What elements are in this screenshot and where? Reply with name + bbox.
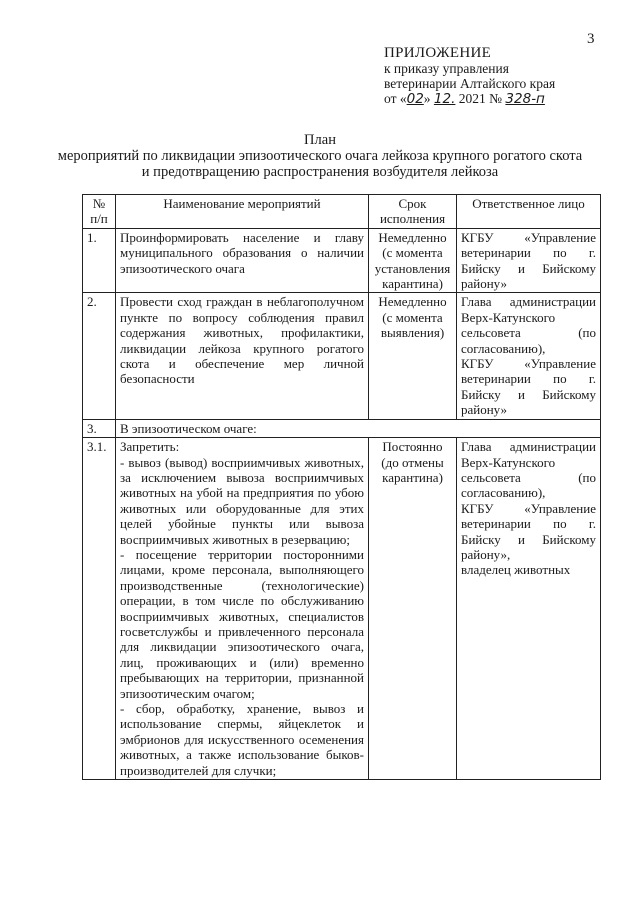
row-num: 2. [83, 293, 116, 419]
date-mid: » [423, 91, 434, 106]
table-row [83, 438, 601, 780]
plan-title [40, 132, 600, 180]
table-row [83, 293, 601, 419]
row-name: Проинформировать население и главу муниципального образования о наличии эпизоотического очага [116, 228, 369, 293]
row-responsible: КГБУ «Управление ветеринарии по г. Бийску и Бийскому району» [457, 228, 601, 293]
title-line-3: и предотвращению распространения возбудителя лейкоза [141, 164, 499, 180]
appendix-line-2: ветеринарии Алтайского края [384, 76, 556, 91]
date-prefix: от « [384, 91, 407, 106]
appendix-date-line [384, 91, 555, 107]
table-header-row [83, 195, 601, 229]
title-line-1: План [304, 132, 336, 148]
header-name: Наименование мероприятий [116, 195, 369, 229]
row-num: 3.1. [83, 438, 116, 780]
table-section-row [83, 419, 601, 437]
handwritten-day: 02 [406, 91, 424, 107]
handwritten-month: 12. [433, 91, 456, 107]
appendix-title: ПРИЛОЖЕНИЕ [384, 45, 492, 61]
row-name: Провести сход граждан в неблагополучном пункте по вопросу соблюдения правил содержания животных, профилактики, ликвидации лейкоза крупного рогатого скота и обеспечение мер личной безопасности [116, 293, 369, 419]
title-line-2: мероприятий по ликвидации эпизоотического очага лейкоза крупного рогатого скота [57, 148, 583, 164]
measures-table [82, 194, 601, 780]
appendix-header [384, 46, 555, 107]
row-responsible: Глава администрации Верх-Катунского сельсовета (по согласованию), КГБУ «Управление ветеринарии по г. Бийску и Бийскому району» [457, 293, 601, 419]
header-responsible: Ответственное лицо [457, 195, 601, 229]
row-term: Немедленно (с момента установления карантина) [369, 228, 457, 293]
row-num: 3. [83, 419, 116, 437]
page-number: 3 [587, 31, 595, 47]
row-name: Запретить: - вывоз (вывод) восприимчивых животных, за исключением вывоза восприимчивых животных на убой на предприятия по убою животных или оборудованные для этих целей убойные пункты или вывоза восприимчивых животных в резервацию; - посещение территории посторонними лицами, кроме персонала, выполняющего производственные (технологические) операции, в том числе по обслуживанию восприимчивых животных, специалистов госветслужбы и привлеченного персонала для ликвидации эпизоотического очага, лиц, проживающих и (или) временно пребывающих на территории, признанной эпизоотическим очагом; - сбор, обработку, хранение, вывоз и использование спермы, яйцеклеток и эмбрионов для искусственного осеменения животных, а также использование быков-производителей для случки; [116, 438, 369, 780]
date-year: 2021 № [455, 91, 506, 106]
header-num: № п/п [83, 195, 116, 229]
section-title: В эпизоотическом очаге: [116, 419, 601, 437]
table-row [83, 228, 601, 293]
row-term: Немедленно (с момента выявления) [369, 293, 457, 419]
row-responsible: Глава администрации Верх-Катунского сельсовета (по согласованию), КГБУ «Управление ветеринарии по г. Бийску и Бийскому району», владелец животных [457, 438, 601, 780]
header-term: Срок исполнения [369, 195, 457, 229]
row-num: 1. [83, 228, 116, 293]
row-term: Постоянно (до отмены карантина) [369, 438, 457, 780]
handwritten-order-number: 328-п [505, 91, 545, 107]
appendix-line-1: к приказу управления [384, 61, 509, 76]
